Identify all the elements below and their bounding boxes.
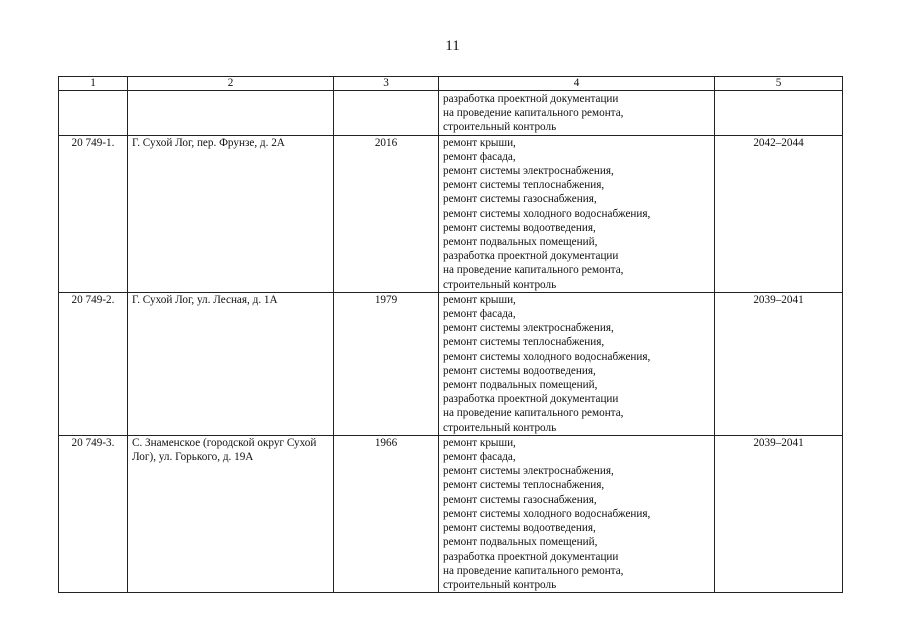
work-item: ремонт фасада,: [443, 308, 516, 321]
object-number-cell: 20 749-3.: [59, 435, 128, 592]
work-item: разработка проектной документации: [443, 250, 619, 263]
year-cell: 1966: [334, 435, 439, 592]
work-item: ремонт системы электроснабжения,: [443, 465, 614, 478]
object-number-cell: 20 749-1.: [59, 135, 128, 292]
address-cell: С. Знаменское (городской округ Сухой Лог), ул. Горького, д. 19А: [128, 435, 334, 592]
object-number-cell: [59, 91, 128, 136]
work-item: строительный контроль: [443, 278, 557, 291]
period-cell: 2042–2044: [715, 135, 843, 292]
header-cell: 2: [128, 77, 334, 91]
table-row: [59, 292, 843, 435]
header-cell: 1: [59, 77, 128, 91]
work-item: ремонт фасада,: [443, 451, 516, 464]
work-item: строительный контроль: [443, 121, 557, 134]
work-item: строительный контроль: [443, 578, 557, 591]
works-cell: [439, 292, 715, 435]
work-item: ремонт системы холодного водоснабжения,: [443, 507, 651, 520]
work-item: ремонт системы электроснабжения,: [443, 322, 614, 335]
work-item: ремонт крыши,: [443, 436, 516, 449]
work-item: разработка проектной документации: [443, 550, 619, 563]
header-cell: 5: [715, 77, 843, 91]
work-item: ремонт подвальных помещений,: [443, 536, 598, 549]
work-item: ремонт системы теплоснабжения,: [443, 179, 605, 192]
work-item: ремонт системы электроснабжения,: [443, 165, 614, 178]
work-item: ремонт системы холодного водоснабжения,: [443, 350, 651, 363]
table-row: [59, 435, 843, 592]
page-number: 11: [445, 38, 460, 54]
address-cell: Г. Сухой Лог, ул. Лесная, д. 1А: [128, 292, 334, 435]
work-item: ремонт системы газоснабжения,: [443, 193, 597, 206]
work-item: на проведение капитального ремонта,: [443, 564, 624, 577]
work-item: ремонт фасада,: [443, 150, 516, 163]
address-cell: Г. Сухой Лог, пер. Фрунзе, д. 2А: [128, 135, 334, 292]
work-item: разработка проектной документации: [443, 393, 619, 406]
work-item: ремонт подвальных помещений,: [443, 379, 598, 392]
work-item: ремонт системы водоотведения,: [443, 221, 596, 234]
work-item: ремонт системы теплоснабжения,: [443, 479, 605, 492]
year-cell: 2016: [334, 135, 439, 292]
work-item: на проведение капитального ремонта,: [443, 407, 624, 420]
work-item: ремонт системы водоотведения,: [443, 364, 596, 377]
year-cell: [334, 91, 439, 136]
works-cell: [439, 135, 715, 292]
period-cell: 2039–2041: [715, 435, 843, 592]
year-cell: 1979: [334, 292, 439, 435]
work-item: на проведение капитального ремонта,: [443, 264, 624, 277]
object-number-cell: 20 749-2.: [59, 292, 128, 435]
work-item: ремонт крыши,: [443, 293, 516, 306]
work-item: ремонт подвальных помещений,: [443, 236, 598, 249]
period-cell: 2039–2041: [715, 292, 843, 435]
table-row: [59, 135, 843, 292]
header-cell: 4: [439, 77, 715, 91]
works-cell: [439, 435, 715, 592]
period-cell: [715, 91, 843, 136]
work-item: ремонт системы водоотведения,: [443, 522, 596, 535]
registry-table: [58, 76, 843, 593]
header-row: [59, 77, 843, 91]
work-item: ремонт системы теплоснабжения,: [443, 336, 605, 349]
work-item: ремонт системы газоснабжения,: [443, 493, 597, 506]
table-row: [59, 91, 843, 136]
work-item: ремонт системы холодного водоснабжения,: [443, 207, 651, 220]
work-item: разработка проектной документации: [443, 93, 619, 105]
work-item: ремонт крыши,: [443, 136, 516, 149]
work-item: на проведение капитального ремонта,: [443, 107, 624, 120]
header-cell: 3: [334, 77, 439, 91]
work-item: строительный контроль: [443, 421, 557, 434]
address-cell: [128, 91, 334, 136]
works-cell: [439, 91, 715, 136]
